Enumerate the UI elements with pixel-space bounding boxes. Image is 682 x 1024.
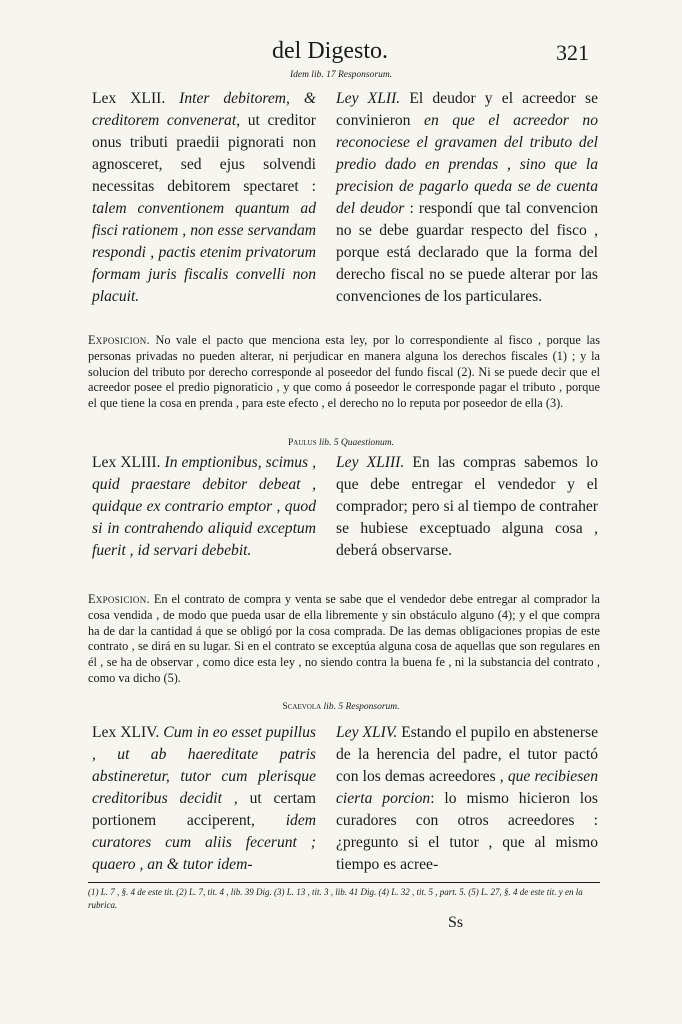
lex-44-latin (92, 722, 316, 876)
source-text: Idem lib. 17 Responsorum. (289, 70, 393, 80)
lex-44-latin-end: idem curatores cum aliis fecerunt ; quaero , an & tutor idem- (92, 812, 316, 873)
running-head (0, 38, 682, 74)
ley-42-text-a: El deudor y el acreedor se convinieron (336, 90, 598, 129)
ley-42-heading: Ley XLII. (336, 90, 401, 107)
source-text: lib. 5 Responsorum. (321, 702, 400, 712)
ley-44-text-c: : lo mismo hicieron los curadores con otros acreedores : ¿pregunto si el tutor , que al mismo tiempo es acree- (336, 790, 598, 873)
lex-44-latin-incipit: Cum in eo esset pupillus , ut ab haereditate patris abstineretur, tutor cum plerisque creditoribus decidit (92, 724, 317, 807)
source-line-3 (0, 702, 682, 712)
lex-43-latin (92, 452, 316, 562)
lex-44-latin-heading: Lex XLIV. (92, 724, 164, 741)
lex-42-latin-end: talem conventionem quantum ad fisci rationem , non esse servandam respondi , pactis etenim privatorum formam juris fiscalis convelli non placuit. (92, 200, 316, 305)
lex-44-latin-text: , ut certam portionem acciperent, (92, 790, 316, 829)
ley-43-spanish (336, 452, 598, 562)
source-author: Scaevola (282, 702, 322, 712)
footnotes (88, 886, 604, 912)
exposicion-text: En el contrato de compra y venta se sabe que el vendedor debe entregar al comprador la cosa vendida , de modo que pueda usar de ella libremente y sin obstáculo alguno (4); y el que compra ha de dar la cantidad á que se obligó por la cosa comprada. De las demas obligaciones propias de este contrato , se dirá en su lugar. Si en el contrato se exceptúa alguna cosa de aquellas que son regulares en él , se ha de observar , como dice esta ley , no siendo contra la buena fe , ni la substancia del contrato , como va dicho (5). (88, 592, 600, 685)
source-text: lib. 5 Quaestionum. (316, 438, 394, 448)
footnote-text: (1) L. 7 , §. 4 de este tit. (2) L. 7, tit. 4 , lib. 39 Dig. (3) L. 13 , tit. 3 , lib. 41 Dig. (4) L. 32 , tit. 5 , part. 5. (5) L. 27, §. 4 de este tit. y en la rubrica. (88, 887, 583, 910)
lex-42-latin-text: , ut creditor onus tributi praedii pignorati non agnosceret, sed ejus solvendi necessitas debitorem spectaret : (92, 112, 316, 195)
source-line-2 (0, 438, 682, 448)
lex-42-latin-incipit: Inter debitorem, & creditorem convenerat (92, 90, 316, 129)
source-line-1 (0, 70, 682, 80)
lex-43-latin-text: In emptionibus, scimus , quid praestare debitor debeat , quidque ex contrario emptor , quod si in contrahendo aliquid exceptum fuerit , id servari debebit. (92, 454, 316, 559)
ley-42-spanish (336, 88, 598, 308)
ley-43-text: En las compras sabemos lo que debe entregar el vendedor y el comprador; pero si al tiempo de contraher se hubiese exceptuado alguna cosa , deberá observarse. (336, 454, 599, 559)
source-author: Paulus (288, 438, 317, 448)
ley-42-text-b: en que el acreedor no reconociese el gravamen del tributo del predio dado en prendas , sino que la precision de pagarlo queda se de cuenta del deudor (336, 112, 598, 217)
ley-44-heading: Ley XLIV. (336, 724, 398, 741)
exposicion-label: Exposicion. (88, 333, 150, 347)
exposicion-label: Exposicion. (88, 592, 150, 606)
running-title: del Digesto. (272, 38, 388, 64)
ley-44-text-a: Estando el pupilo en abstenerse de la herencia del padre, el tutor pactó con los demas acreedores , (336, 724, 598, 785)
ley-44-text-b: que recibiesen cierta porcion (336, 768, 598, 807)
exposicion-text: No vale el pacto que menciona esta ley, por lo correspondiente al fisco , porque las personas privadas no pueden alterar, ni perjudicar en manera alguna los derechos fiscales (1) ; y la solucion del tributo por derecho corresponde al poseedor del fundo fiscal (2). Ni se puede decir que el acreedor posee el predio pignoraticio , y que como á poseedor le corresponde pagar el tributo , porque el que tiene la cosa en prenda , para este efecto , el derecho no lo reputa por poseedor de ella (3). (88, 333, 600, 411)
exposicion-42 (88, 333, 600, 412)
ley-44-spanish (336, 722, 598, 876)
page-number: 321 (556, 40, 589, 65)
signature-mark: Ss (448, 914, 464, 931)
lex-42-latin (92, 88, 316, 308)
ley-43-heading: Ley XLIII. (336, 454, 405, 471)
lex-43-latin-heading: Lex XLIII. (92, 454, 165, 471)
exposicion-43 (88, 592, 600, 687)
lex-42-latin-heading: Lex XLII. (92, 90, 180, 107)
ley-42-text-c: : respondí que tal convencion no se debe guardar respecto del fisco , porque está declarado que la forma del derecho fiscal no se puede alterar por las convenciones de los particulares. (336, 200, 598, 305)
footnote-rule (88, 882, 600, 883)
